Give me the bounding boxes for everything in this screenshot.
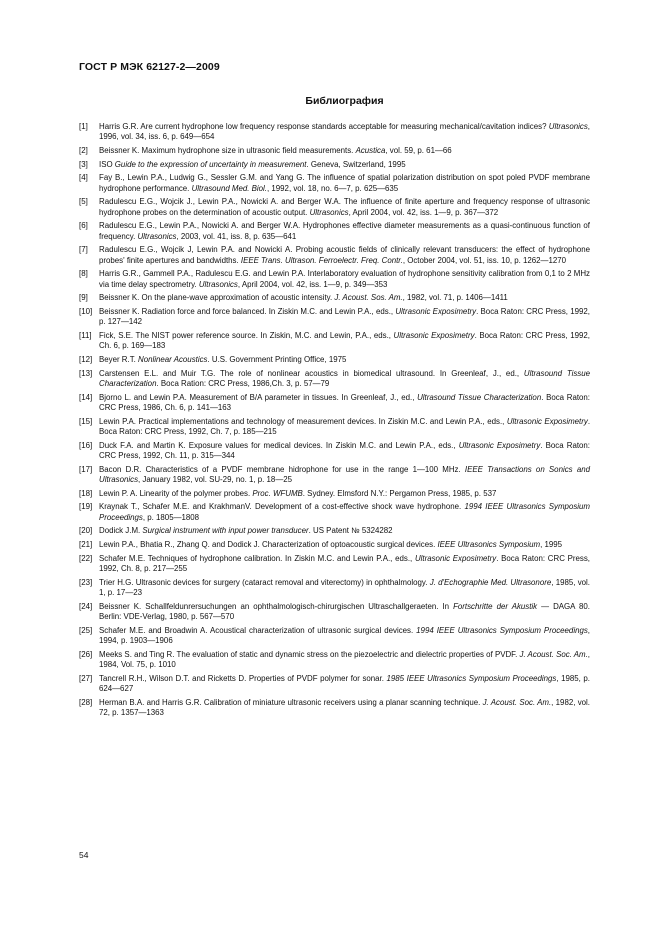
reference-source: Ultrasonic Exposimetry (506, 416, 588, 426)
reference-number: [4] (79, 173, 88, 183)
reference-item (79, 465, 590, 486)
reference-text (99, 307, 590, 328)
reference-source: Ultrasonics (309, 207, 349, 217)
reference-authors-title: Dodick J.M. (99, 526, 143, 536)
reference-authors-title: Fay B., Lewin P.A., Ludwig G., Sessler G.M. and Yang G. The influence of spatial polarization distribution on spot poled PVDF membrane hydrophone performance. (99, 173, 590, 193)
reference-number: [3] (79, 159, 88, 169)
reference-item (79, 307, 590, 328)
page-number: 54 (79, 850, 89, 860)
reference-item (79, 626, 590, 647)
reference-details: , 1992, vol. 18, no. 6—7, p. 625—635 (267, 183, 399, 193)
section-title: Библиография (305, 95, 384, 107)
reference-authors-title: Schafer M.E. and Broadwin A. Acoustical characterization of ultrasonic surgical devices. (99, 625, 417, 635)
reference-details: . U.S. Government Printing Office, 1975 (207, 354, 347, 364)
reference-item (79, 502, 590, 523)
reference-authors-title: Lewin P. A. Linearity of the polymer probes. (99, 488, 253, 498)
reference-source: Nonlinear Acoustics (138, 354, 208, 364)
reference-source: J. d'Echographie Med. Ultrasonore (429, 577, 552, 587)
reference-details: , 1985, vol. 1, p. 17—23 (99, 577, 590, 597)
reference-details: , 1982, vol. 71, p. 1406—1411 (402, 293, 508, 303)
reference-number: [25] (79, 625, 93, 635)
reference-item (79, 369, 590, 390)
reference-number: [27] (79, 673, 93, 683)
reference-item (79, 245, 590, 266)
reference-source: Ultrasonics (198, 279, 238, 289)
reference-details: . Boca Raton: CRC Press, 1992, p. 127—142 (99, 306, 590, 327)
reference-details: . Boca Ration: CRC Press, 1986,Ch. 3, p. 57—79 (156, 378, 330, 388)
reference-authors-title: Bacon D.R. Characteristics of a PVDF membrane hidrophone for use in the range 1—100 MHz. (99, 464, 465, 474)
reference-number: [2] (79, 145, 88, 155)
reference-text (99, 197, 590, 218)
reference-text (99, 393, 590, 414)
reference-source: J. Acoust. Sos. Am. (334, 293, 403, 303)
reference-text (99, 160, 590, 170)
reference-item (79, 526, 590, 536)
reference-authors-title: Beissner K. Schallfeldunrersuchungen an ophthalmologisch-chirurgischen Ultraschallgeraeten. In (99, 601, 454, 611)
reference-details: , January 1982, vol. SU-29, no. 1, p. 18—25 (138, 474, 292, 484)
reference-item (79, 355, 590, 365)
reference-authors-title: Fick, S.E. The NIST power reference source. In Ziskin, M.C. and Lewin, P.A., eds., (99, 330, 394, 340)
reference-item (79, 122, 590, 143)
reference-number: [14] (79, 392, 93, 402)
reference-authors-title: Lewin P.A., Bhatia R., Zhang Q. and Dodick J. Characterization of optoacoustic surgical devices. (99, 539, 438, 549)
reference-source: Ultrasonic Exposimetry (393, 330, 475, 340)
reference-source: Proc. WFUMB (252, 488, 303, 498)
reference-number: [20] (79, 526, 93, 536)
reference-source: Ultrasonic Exposimetry (458, 440, 541, 450)
reference-source: J. Acoust. Soc. Am. (519, 649, 588, 659)
reference-authors-title: Beissner K. On the plane-wave approximation of acoustic intensity. (99, 293, 335, 303)
reference-item (79, 293, 590, 303)
reference-number: [12] (79, 354, 93, 364)
reference-item (79, 269, 590, 290)
reference-text (99, 554, 590, 575)
reference-source: Ultrasonics (548, 122, 588, 131)
reference-source: Ultrasound Med. Biol. (191, 183, 267, 193)
reference-item (79, 173, 590, 194)
reference-details: , 1996, vol. 34, iss. 6, p. 649—654 (99, 122, 590, 142)
document-header: ГОСТ Р МЭК 62127-2—2009 (79, 61, 220, 73)
reference-details: , April 2004, vol. 42, iss. 1—9, p. 367—372 (348, 207, 499, 217)
reference-authors-title: Harris G.R., Gammell P.A., Radulescu E.G. and Lewin P.A. Interlaboratory evaluation of hydrophone sensitivity calibration from 0,1 to 2 MHz via time delay spectrometry. (99, 269, 590, 289)
reference-item (79, 650, 590, 671)
reference-item (79, 160, 590, 170)
reference-text (99, 502, 590, 523)
reference-number: [7] (79, 245, 88, 255)
reference-authors-title: ISO (99, 159, 115, 169)
reference-authors-title: Bjorno L. and Lewin P.A. Measurement of B/A parameter in tissues. In Greenleaf, J., ed., (99, 392, 418, 402)
reference-item (79, 674, 590, 695)
reference-details: , 1985, p. 624—627 (99, 673, 590, 693)
reference-number: [19] (79, 502, 93, 512)
reference-authors-title: Kraynak T., Schafer M.E. and KrakhmanV. Development of a cost-effective shock wave hydrophone. (99, 502, 465, 512)
reference-text (99, 173, 590, 194)
reference-text (99, 465, 590, 486)
reference-number: [13] (79, 368, 93, 378)
reference-number: [16] (79, 440, 93, 450)
reference-details: , 1984, Vol. 75, p. 1010 (99, 649, 590, 669)
reference-text (99, 269, 590, 290)
reference-details: , vol. 59, p. 61—66 (385, 145, 452, 155)
reference-text (99, 245, 590, 266)
reference-text (99, 540, 590, 550)
reference-details: — DAGA 80. Berlin: VDE-Verlag, 1980, p. 567—570 (99, 601, 590, 621)
reference-details: , April 2004, vol. 42, iss. 1—9, p. 349—353 (237, 279, 388, 289)
reference-text (99, 626, 590, 647)
reference-item (79, 578, 590, 599)
reference-details: , October 2004, vol. 51, iss. 10, p. 1262—1270 (402, 255, 567, 265)
reference-text (99, 489, 590, 499)
reference-details: , 1982, vol. 72, p. 1357—1363 (99, 697, 590, 717)
reference-number: [15] (79, 416, 93, 426)
reference-item (79, 393, 590, 414)
reference-number: [18] (79, 488, 93, 498)
reference-authors-title: Beissner K. Radiation force and force balanced. In Ziskin M.C. and Lewin P.A., eds., (99, 306, 396, 316)
reference-authors-title: Harris G.R. Are current hydrophone low frequency response standards acceptable for measuring mechanical/cavitation indices? (99, 122, 549, 131)
reference-text (99, 526, 590, 536)
reference-source: Ultrasound Tissue Characterization (99, 368, 590, 388)
reference-authors-title: Herman B.A. and Harris G.R. Calibration of miniature ultrasonic receivers using a planar scanning technique. (99, 697, 483, 707)
reference-source: Fortschritte der Akustik (453, 601, 538, 611)
reference-item (79, 698, 590, 719)
reference-number: [1] (79, 122, 88, 131)
reference-item (79, 489, 590, 499)
reference-text (99, 122, 590, 143)
reference-source: Ultrasonic Exposimetry (395, 306, 477, 316)
reference-text (99, 698, 590, 719)
reference-text (99, 674, 590, 695)
reference-details: . Boca Raton: CRC Press, 1992, Ch. 7, p. 185—215 (99, 416, 591, 436)
reference-item (79, 331, 590, 352)
reference-text (99, 331, 590, 352)
reference-text (99, 441, 590, 462)
reference-number: [11] (79, 330, 92, 340)
reference-item (79, 540, 590, 550)
reference-source: J. Acoust. Soc. Am. (482, 697, 552, 707)
reference-number: [28] (79, 697, 93, 707)
reference-authors-title: Carstensen E.L. and Muir T.G. The role of nonlinear acoustics in biomedical ultrasound. In Greenleaf, J., ed., (99, 368, 524, 378)
reference-authors-title: Trier H.G. Ultrasonic devices for surgery (cataract removal and viterectomy) in ophthalmology. (99, 577, 430, 587)
reference-source: 1985 IEEE Ultrasonics Symposium Proceedings (386, 673, 557, 683)
reference-source: IEEE Ultrasonics Symposium (437, 539, 541, 549)
reference-number: [21] (79, 539, 93, 549)
reference-source: Ultrasound Tissue Characterization (417, 392, 542, 402)
reference-authors-title: Duck F.A. and Martin K. Exposure values for medical devices. In Ziskin M.C. and Lewin P.A., eds., (99, 440, 459, 450)
reference-number: [22] (79, 553, 93, 563)
reference-source: Ultrasonics (137, 231, 177, 241)
reference-authors-title: Radulescu E.G., Wojcik J, Lewin P.A. and Nowicki A. Probing acoustic fields of clinically relevant transducers: the effect of hydrophone probes' finite apertures and bandwidths. (99, 245, 590, 265)
reference-item (79, 441, 590, 462)
reference-number: [9] (79, 293, 88, 303)
reference-authors-title: Meeks S. and Ting R. The evaluation of static and dynamic stress on the piezoelectric and dielectric properties of PVDF. (99, 649, 520, 659)
reference-authors-title: Beissner K. Maximum hydrophone size in ultrasonic field measurements. (99, 145, 356, 155)
reference-list (79, 122, 590, 721)
reference-details: , 1995 (540, 539, 563, 549)
reference-source: Acustica (355, 145, 386, 155)
reference-details: . Sydney. Elmsford N.Y.: Pergamon Press, 1985, p. 537 (302, 488, 497, 498)
reference-number: [23] (79, 577, 93, 587)
reference-details: . Boca Raton: CRC Press, 1992, Ch. 6, p. 169—183 (99, 330, 590, 351)
reference-text (99, 369, 590, 390)
reference-details: , 1994, p. 1903—1906 (99, 625, 590, 645)
reference-number: [17] (79, 464, 93, 474)
reference-item (79, 602, 590, 623)
reference-source: 1994 IEEE Ultrasonics Symposium Proceedings (99, 502, 590, 522)
reference-authors-title: Radulescu E.G., Lewin P.A., Nowicki A. and Berger W.A. Hydrophones effective diameter measurements as a quasi-continuous function of frequency. (99, 221, 590, 241)
reference-source: Guide to the expression of uncertainty in measurement (114, 159, 307, 169)
reference-text (99, 355, 590, 365)
reference-number: [26] (79, 649, 93, 659)
reference-source: IEEE Trans. Ultrason. Ferroelectr. Freq. Contr. (240, 255, 403, 265)
reference-number: [5] (79, 197, 88, 207)
reference-item (79, 221, 590, 242)
reference-details: . Geneva, Switzerland, 1995 (306, 159, 406, 169)
reference-authors-title: Beyer R.T. (99, 354, 139, 364)
reference-details: , p. 1805—1808 (142, 512, 200, 522)
reference-source: 1994 IEEE Ultrasonics Symposium Proceedings (416, 625, 588, 635)
reference-source: Surgical instrument with input power transducer (142, 526, 309, 536)
reference-item (79, 146, 590, 156)
reference-number: [10] (79, 306, 93, 316)
reference-item (79, 417, 590, 438)
reference-text (99, 650, 590, 671)
reference-number: [6] (79, 221, 88, 231)
reference-text (99, 602, 590, 623)
reference-details: . US Patent № 5324282 (308, 526, 393, 536)
reference-text (99, 293, 590, 303)
reference-details: . Boca Raton: CRC Press, 1986, Ch. 6, p. 141—163 (99, 392, 590, 412)
reference-authors-title: Tancrell R.H., Wilson D.T. and Ricketts D. Properties of PVDF polymer for sonar. (99, 673, 387, 683)
reference-details: , 2003, vol. 41, iss. 8, p. 635—641 (176, 231, 297, 241)
reference-authors-title: Lewin P.A. Practical implementations and technology of measurement devices. In Ziskin M.C. and Lewin P.A., eds., (99, 416, 507, 426)
reference-details: . Boca Raton: CRC Press, 1992, Ch. 11, p. 315—344 (99, 440, 591, 460)
reference-text (99, 146, 590, 156)
reference-authors-title: Schafer M.E. Techniques of hydrophone calibration. In Ziskin M.C. and Lewin P.A., eds., (99, 553, 415, 563)
reference-text (99, 578, 590, 599)
reference-number: [8] (79, 269, 88, 279)
reference-details: . Boca Raton: CRC Press, 1992, Ch. 8, p. 217—255 (99, 553, 590, 573)
reference-source: IEEE Transactions on Sonics and Ultrasonics (99, 464, 590, 484)
reference-text (99, 221, 590, 242)
reference-number: [24] (79, 601, 93, 611)
reference-item (79, 554, 590, 575)
reference-authors-title: Radulescu E.G., Wojcik J., Lewin P.A., Nowicki A. and Berger W.A. The influence of finite aperture and frequency response of ultrasonic hydrophone probes on the determination of acoustic output. (99, 197, 590, 217)
reference-source: Ultrasonic Exposimetry (414, 553, 497, 563)
reference-text (99, 417, 590, 438)
reference-item (79, 197, 590, 218)
